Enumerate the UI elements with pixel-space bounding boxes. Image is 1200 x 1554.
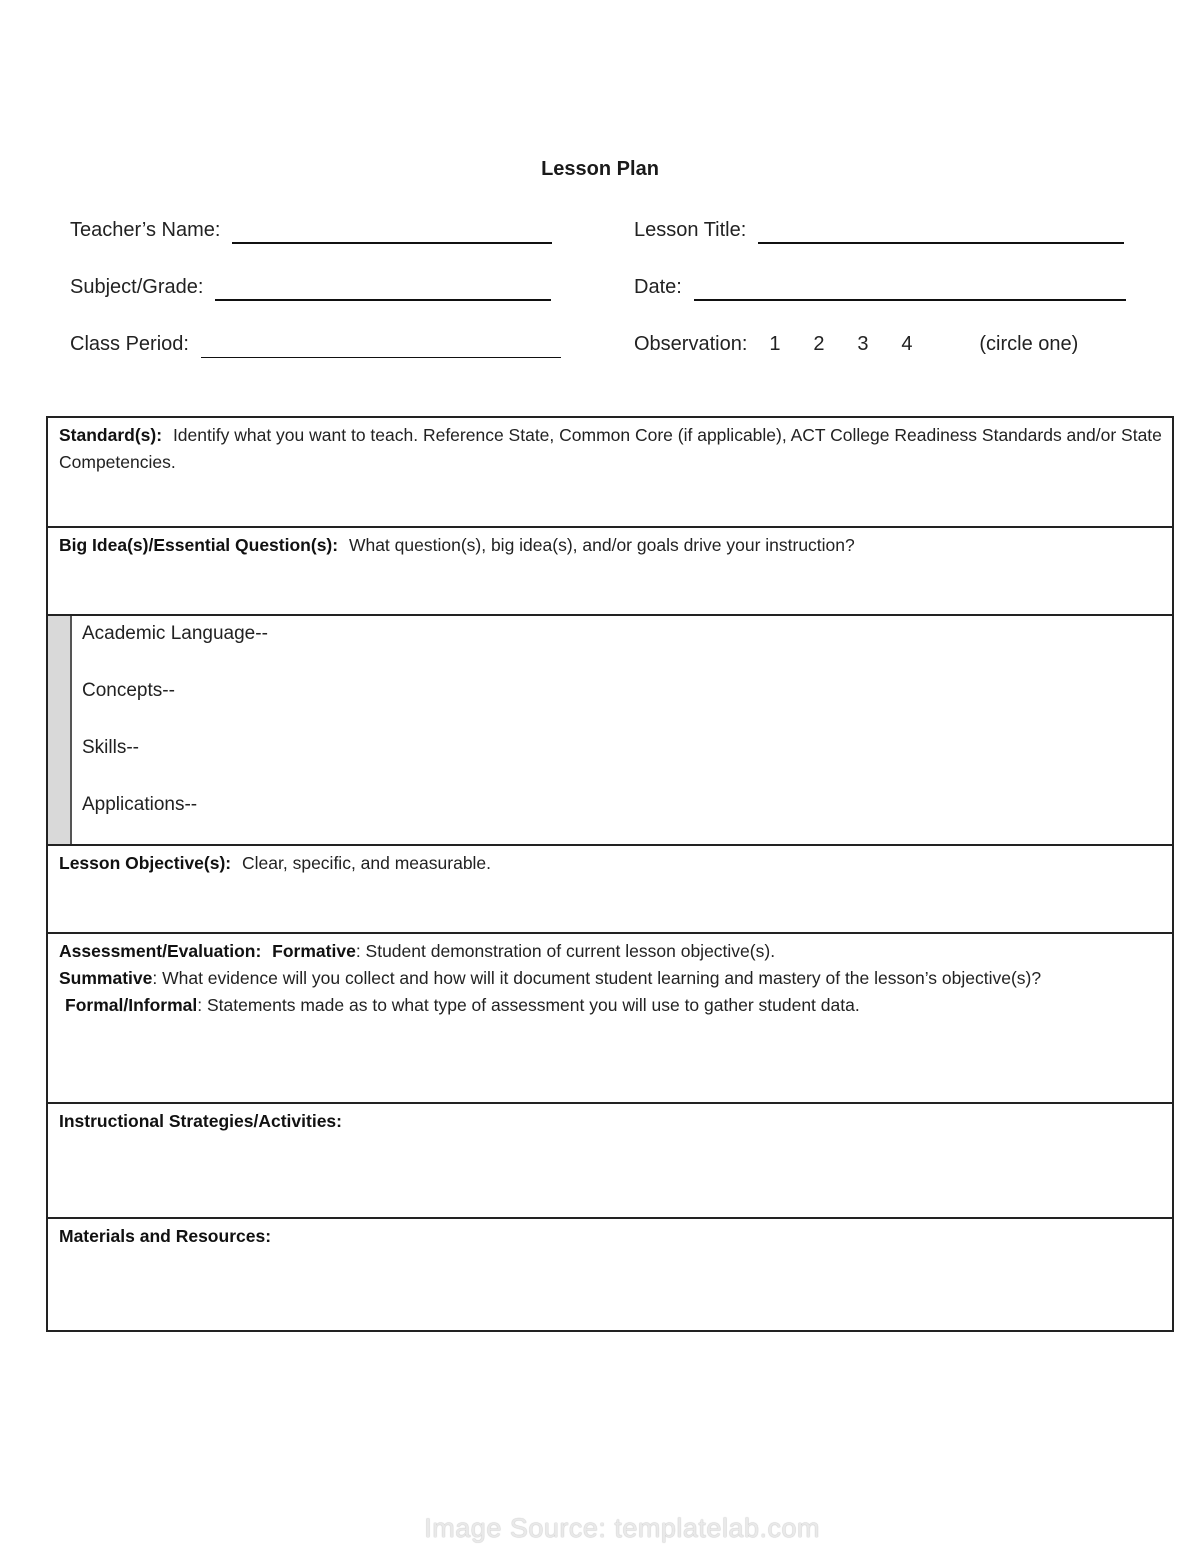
applications-label: Applications-- xyxy=(82,794,198,815)
teacher-name-label: Teacher’s Name: xyxy=(70,219,221,241)
standards-text: Identify what you want to teach. Reference State, Common Core (if applicable), ACT College Readiness Standards and/or State Competencies. xyxy=(59,425,1162,472)
formal-informal-label: Formal/Informal xyxy=(65,995,198,1015)
class-period-field xyxy=(70,328,561,358)
observation-option-3[interactable]: 3 xyxy=(857,333,869,355)
observation-option-2[interactable]: 2 xyxy=(813,333,825,355)
image-source-watermark: Image Source: templatelab.com xyxy=(424,1513,820,1543)
concepts-label: Concepts-- xyxy=(82,680,175,701)
materials-section[interactable] xyxy=(48,1219,1172,1330)
subject-grade-label: Subject/Grade: xyxy=(70,276,204,298)
class-period-label: Class Period: xyxy=(70,333,189,355)
materials-heading: Materials and Resources: xyxy=(59,1226,272,1246)
big-ideas-heading: Big Idea(s)/Essential Question(s): xyxy=(59,535,339,555)
observation-note: (circle one) xyxy=(979,333,1079,355)
objectives-text: Clear, specific, and measurable. xyxy=(242,853,492,873)
page-title: Lesson Plan xyxy=(541,158,659,180)
subject-grade-line[interactable] xyxy=(215,279,551,301)
summative-label: Summative xyxy=(59,968,153,988)
date-label: Date: xyxy=(634,276,682,298)
lesson-plan-table xyxy=(46,416,1174,1332)
formal-informal-text: : Statements made as to what type of assessment you will use to gather student data. xyxy=(197,995,860,1015)
components-sidebar xyxy=(48,616,72,844)
observation-field xyxy=(634,328,1078,358)
date-field xyxy=(634,271,1126,301)
class-period-line[interactable] xyxy=(201,337,561,358)
teacher-name-field xyxy=(70,214,552,244)
assessment-heading: Assessment/Evaluation: xyxy=(59,941,262,961)
standards-heading: Standard(s): xyxy=(59,425,163,445)
strategies-section[interactable] xyxy=(48,1104,1172,1219)
formative-label: Formative xyxy=(272,941,356,961)
skills-label: Skills-- xyxy=(82,737,139,758)
assessment-section[interactable] xyxy=(48,934,1172,1104)
summative-text: : What evidence will you collect and how will it document student learning and mastery of the lesson’s objective(s)? xyxy=(152,968,1042,988)
lesson-title-line[interactable] xyxy=(758,222,1124,244)
big-ideas-section[interactable] xyxy=(48,528,1172,616)
formative-text: : Student demonstration of current lesson objective(s). xyxy=(355,941,776,961)
lesson-title-label: Lesson Title: xyxy=(634,219,747,241)
standards-section[interactable] xyxy=(48,418,1172,528)
objectives-heading: Lesson Objective(s): xyxy=(59,853,232,873)
lesson-title-field xyxy=(634,214,1124,244)
components-section[interactable] xyxy=(48,616,1172,846)
academic-language-label: Academic Language-- xyxy=(82,623,268,644)
subject-grade-field xyxy=(70,271,551,301)
objectives-section[interactable] xyxy=(48,846,1172,934)
observation-option-1[interactable]: 1 xyxy=(769,333,781,355)
teacher-name-line[interactable] xyxy=(232,222,552,244)
observation-options xyxy=(769,333,921,358)
observation-option-4[interactable]: 4 xyxy=(901,333,913,355)
date-line[interactable] xyxy=(694,279,1126,301)
big-ideas-text: What question(s), big idea(s), and/or goals drive your instruction? xyxy=(348,535,855,555)
observation-label: Observation: xyxy=(634,333,748,355)
strategies-heading: Instructional Strategies/Activities: xyxy=(59,1111,342,1131)
